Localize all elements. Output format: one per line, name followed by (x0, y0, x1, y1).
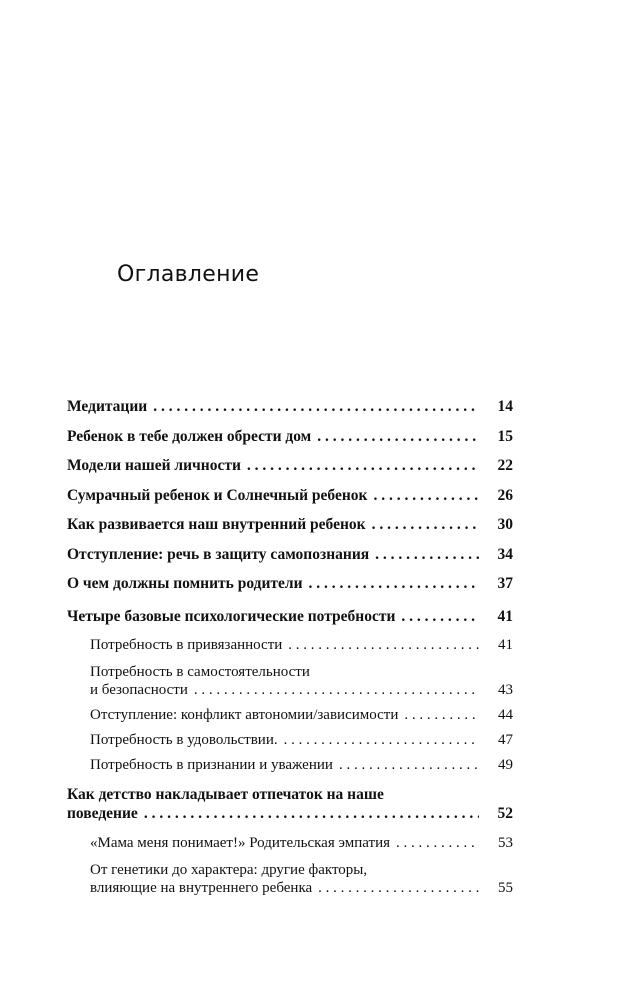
toc-entry-page: 44 (498, 707, 513, 723)
dot-leader (309, 575, 479, 593)
toc-entry-title: и безопасности (90, 682, 188, 698)
toc-entry-title: О чем должны помнить родители (67, 575, 303, 592)
toc-entry-title: Потребность в привязанности (90, 637, 283, 653)
toc-entry-page: 41 (497, 607, 513, 625)
toc-entry-page: 37 (497, 575, 513, 592)
toc-entry-page: 53 (498, 835, 513, 851)
table-of-contents (67, 398, 513, 905)
dot-leader (375, 546, 479, 564)
toc-entry-title: влияющие на внутреннего ребенка (90, 880, 313, 896)
toc-entry-page: 52 (497, 805, 513, 822)
toc-entry[interactable] (67, 608, 513, 638)
toc-entry-title: поведение (67, 805, 138, 822)
toc-entry-title: Отступление: конфликт автономии/зависимости (90, 707, 399, 723)
toc-subentry[interactable] (67, 662, 513, 707)
toc-entry[interactable] (67, 785, 513, 835)
dot-leader (194, 682, 479, 699)
toc-entry[interactable] (67, 546, 513, 576)
toc-entry-page: 15 (497, 427, 513, 445)
dot-leader (247, 457, 479, 475)
toc-entry-page: 22 (497, 457, 513, 474)
dot-leader (144, 805, 479, 823)
toc-subentry[interactable] (67, 757, 513, 782)
toc-entry[interactable] (67, 487, 513, 517)
toc-subentry[interactable] (67, 707, 513, 732)
toc-subentry[interactable] (67, 732, 513, 757)
toc-entry-page: 34 (497, 545, 513, 563)
toc-entry-page: 14 (497, 398, 513, 415)
toc-entry[interactable] (67, 575, 513, 605)
toc-subentry[interactable] (67, 637, 513, 662)
toc-entry-title: Ребенок в тебе должен обрести дом (67, 427, 312, 445)
toc-subentry[interactable] (67, 835, 513, 860)
toc-entry-page: 43 (498, 682, 513, 698)
toc-entry[interactable] (67, 457, 513, 487)
toc-entry-page: 49 (498, 757, 513, 773)
toc-entry[interactable] (67, 428, 513, 458)
toc-entry-title: «Мама меня понимает!» Родительская эмпатия (90, 835, 391, 851)
toc-entry-title-first-line: Потребность в самостоятельности (90, 664, 310, 680)
toc-entry-title: Потребность в признании и уважении (90, 757, 333, 773)
dot-leader (396, 835, 479, 852)
toc-entry-title-first-line: Как детство накладывает отпечаток на наше (67, 786, 384, 803)
dot-leader (404, 707, 479, 724)
dot-leader (153, 398, 479, 416)
dot-leader (288, 637, 479, 654)
toc-entry-title: Сумрачный ребенок и Солнечный ребенок (67, 486, 368, 504)
toc-entry[interactable] (67, 516, 513, 546)
toc-entry-title-first-line: От генетики до характера: другие факторы, (90, 862, 368, 878)
dot-leader (339, 757, 479, 774)
dot-leader (401, 608, 479, 626)
toc-entry-title: Медитации (67, 398, 148, 415)
toc-entry-title: Модели нашей личности (67, 457, 241, 474)
toc-entry-title: Потребность в удовольствии. (90, 732, 278, 748)
toc-entry-page: 41 (498, 637, 513, 653)
toc-entry-title: Отступление: речь в защиту самопознания (67, 545, 370, 563)
toc-entry-page: 30 (497, 516, 513, 533)
toc-entry[interactable] (67, 398, 513, 428)
dot-leader (372, 516, 479, 534)
toc-entry-page: 47 (498, 732, 513, 748)
toc-entry-page: 55 (498, 880, 513, 896)
toc-entry-title: Четыре базовые психологические потребности (67, 607, 396, 625)
page-title: Оглавление (117, 262, 260, 287)
dot-leader (284, 732, 479, 749)
dot-leader (317, 428, 479, 446)
toc-subentry[interactable] (67, 860, 513, 905)
dot-leader (373, 487, 479, 505)
toc-entry-title: Как развивается наш внутренний ребенок (67, 516, 366, 533)
dot-leader (318, 880, 479, 897)
toc-entry-page: 26 (497, 486, 513, 504)
